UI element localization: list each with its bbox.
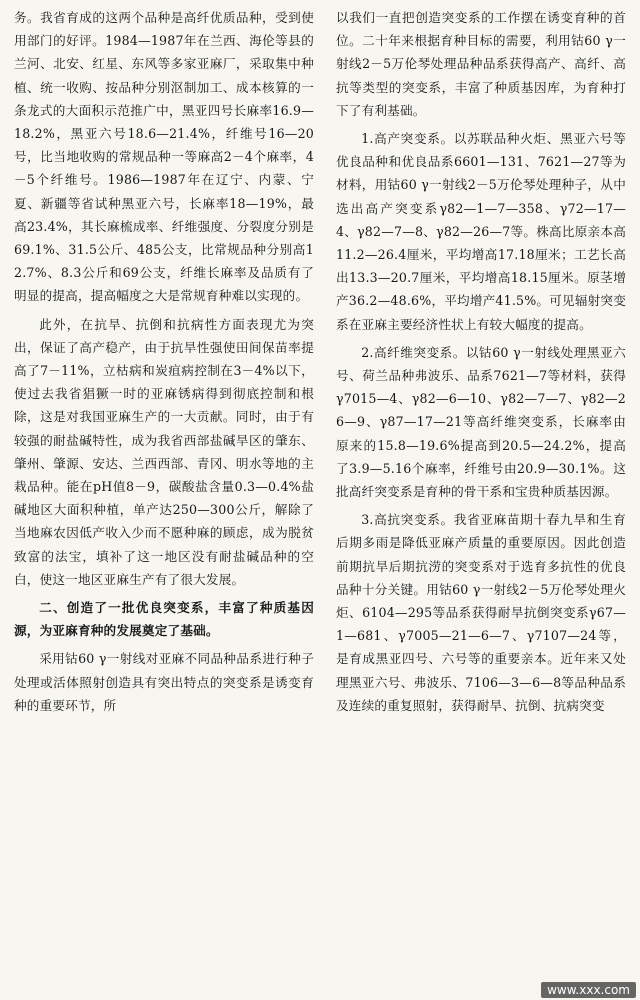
left-paragraph-3: 采用钴60 γ一射线对亚麻不同品种品系进行种子处理或活体照射创造具有突出特点的突变系是诱变育种的重要环节，所 <box>14 651 314 713</box>
subsection-high-resistance: 3.高抗突变系。我省亚麻苗期十春九旱和生育后期多雨是降低亚麻产质量的重要原因。因此创造前期抗旱后期抗涝的突变系对于选育多抗性的优良品种十分关键。用钴60 γ一射线2－5万伦琴处理火炬、6104—295等品系获得耐旱抗倒突变系γ67—1—681、γ7005—21—6—7、γ7107—24等，是育成黑亚四号、六号等的重要亲本。近年来又处理黑亚六号、弗波乐、7106—3—6—8等品种品系及连续的重复照射，获得耐旱、抗倒、抗病突变 <box>336 512 626 713</box>
subsection-high-yield: 1.高产突变系。以苏联品种火炬、黑亚六号等优良品种和优良品系6601—131、7621—27等为材料，用钴60 γ一射线2－5万伦琴处理种子，从中选出高产突变系γ82—1—7—358、γ72—17—4、γ82—7—8、γ82—26—7等。株高比原亲本高11.2—26.4厘米，平均增高17.18厘米；工艺长高出13.3—20.7厘米，平均增高18.15厘米。原茎增产36.2—48.6%，平均增产41.5%。可见辐射突变系在亚麻主要经济性状上有较大幅度的提高。 <box>336 131 626 332</box>
section-heading-2: 二、创造了一批优良突变系，丰富了种质基因源，为亚麻育种的发展奠定了基础。 <box>14 600 314 639</box>
left-paragraph-1: 务。我省育成的这两个品种是高纤优质品种，受到使用部门的好评。1984—1987年在兰西、海伦等县的兰河、北安、红星、东风等多家亚麻厂，采取集中种植、统一收购、按品种分别沤制加工、成本核算的一条龙式的大面积示范推广中，黑亚四号长麻率16.9—18.2%，黑亚六号18.6—21.4%，纤维号16—20号，比当地收购的常规品种一等麻高2－4个麻率，4－5个纤维号。1986—1987年在辽宁、内蒙、宁夏、新疆等省试种黑亚六号，长麻率18—19%，最高23.4%，其长麻梳成率、纤维强度、分裂度分别是69.1%、31.5公斤、485公支，比常规品种分别高12.7%、8.3公斤和69公支，纤维长麻率及品质有了明显的提高，提高幅度之大是常规育种难以实现的。 <box>14 10 314 304</box>
left-paragraph-2: 此外，在抗旱、抗倒和抗病性方面表现尤为突出，保证了高产稳产，由于抗旱性强使田间保苗率提高了7－11%，立枯病和炭疽病控制在3－4%以下，使过去我省猖獗一时的亚麻锈病得到彻底控制和根除，这是对我国亚麻生产的一大贡献。同时，由于有较强的耐盐碱特性，成为我省西部盐碱旱区的肇东、肇州、肇源、安达、兰西西部、青冈、明水等地的主栽品种。能在pH值8－9，碳酸盐含量0.3—0.4%盐碱地区大面积种植，单产达250—300公斤，解除了当地麻农因低产收入少而不愿种麻的顾虑，成为脱贫致富的法宝，填补了这一地区没有耐盐碱品种的空白，使这一地区亚麻生产有了很大发展。 <box>14 316 314 587</box>
subsection-high-fiber: 2.高纤维突变系。以钴60 γ一射线处理黑亚六号、荷兰品种弗波乐、品系7621—7等材料，获得γ7015—4、γ82—6—10、γ82—7—7、γ82—26—9、γ87—17—21等高纤维突变系，长麻率由原来的15.8—19.6%提高到20.5—24.2%，提高了3.9—5.16个麻率，纤维号由20.9—30.1%。这批高纤突变系是育种的骨干系和宝贵种质基因源。 <box>336 344 626 500</box>
left-column <box>14 6 314 996</box>
right-paragraph-1: 以我们一直把创造突变系的工作摆在诱变育种的首位。二十年来根据育种目标的需要，利用钴60 γ一射线2－5万伦琴处理品种品系获得高产、高纤、高抗等类型的突变系，丰富了种质基因库，为育种打下了有利基础。 <box>336 10 626 118</box>
watermark-badge: www.xxx.com <box>541 982 636 998</box>
right-column <box>336 6 626 996</box>
